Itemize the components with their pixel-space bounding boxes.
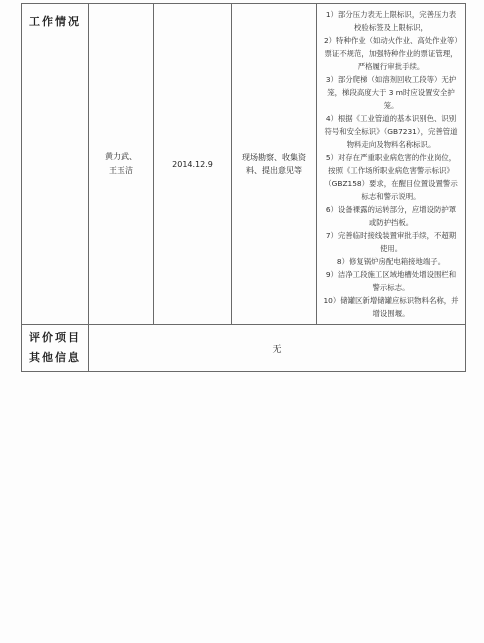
inspector-name: 黄力武、 — [105, 152, 137, 161]
other-label-line: 其他信息 — [29, 351, 81, 364]
other-info-value: 无 — [89, 325, 466, 372]
inspector-name: 王玉洁 — [109, 166, 133, 175]
issue-item: 4）根据《工业管道的基本识别色、识别符号和安全标识》（GB7231），完善管道物料走向及物料名称标识。 — [324, 114, 458, 149]
issue-item: 2）特种作业（如动火作业、高处作业等）票证不规范，加强特种作业的票证管理，严格履行审批手续。 — [323, 36, 459, 71]
issue-item: 8）修复锅炉房配电箱接地端子。 — [336, 257, 446, 266]
issue-item: 9）洁净工段施工区域地槽处增设围栏和警示标志。 — [325, 270, 457, 292]
date-cell: 2014.12.9 — [154, 4, 232, 325]
issue-item: 6）设备裸露的运转部分，应增设防护罩或防护挡板。 — [325, 205, 457, 227]
evaluation-table — [21, 3, 466, 372]
method-cell: 现场勘察、收集资料、提出意见等 — [232, 4, 317, 325]
issue-item: 5）对存在严重职业病危害的作业岗位，按照《工作场所职业病危害警示标识》（GBZ158）要求，在醒目位置设置警示标志和警示说明。 — [324, 153, 458, 201]
other-info-row — [22, 325, 466, 372]
work-label: 工作情况 — [22, 4, 89, 325]
issues-cell — [317, 4, 466, 325]
work-row — [22, 4, 466, 325]
other-info-label — [22, 325, 89, 372]
issue-item: 3）部分爬梯（如溶剂回收工段等）无护笼，梯段高度大于 3 m时应设置安全护笼。 — [325, 75, 457, 110]
issue-item: 1）部分压力表无上限标识，完善压力表校验标签及上限标识， — [325, 10, 457, 32]
other-label-line: 评价项目 — [29, 331, 81, 344]
issue-item: 7）完善临时接线装置审批手续，不超期使用。 — [325, 231, 457, 253]
inspector-cell — [89, 4, 154, 325]
issue-item: 10）储罐区新增储罐应标识物料名称，并增设围堰。 — [323, 296, 459, 318]
